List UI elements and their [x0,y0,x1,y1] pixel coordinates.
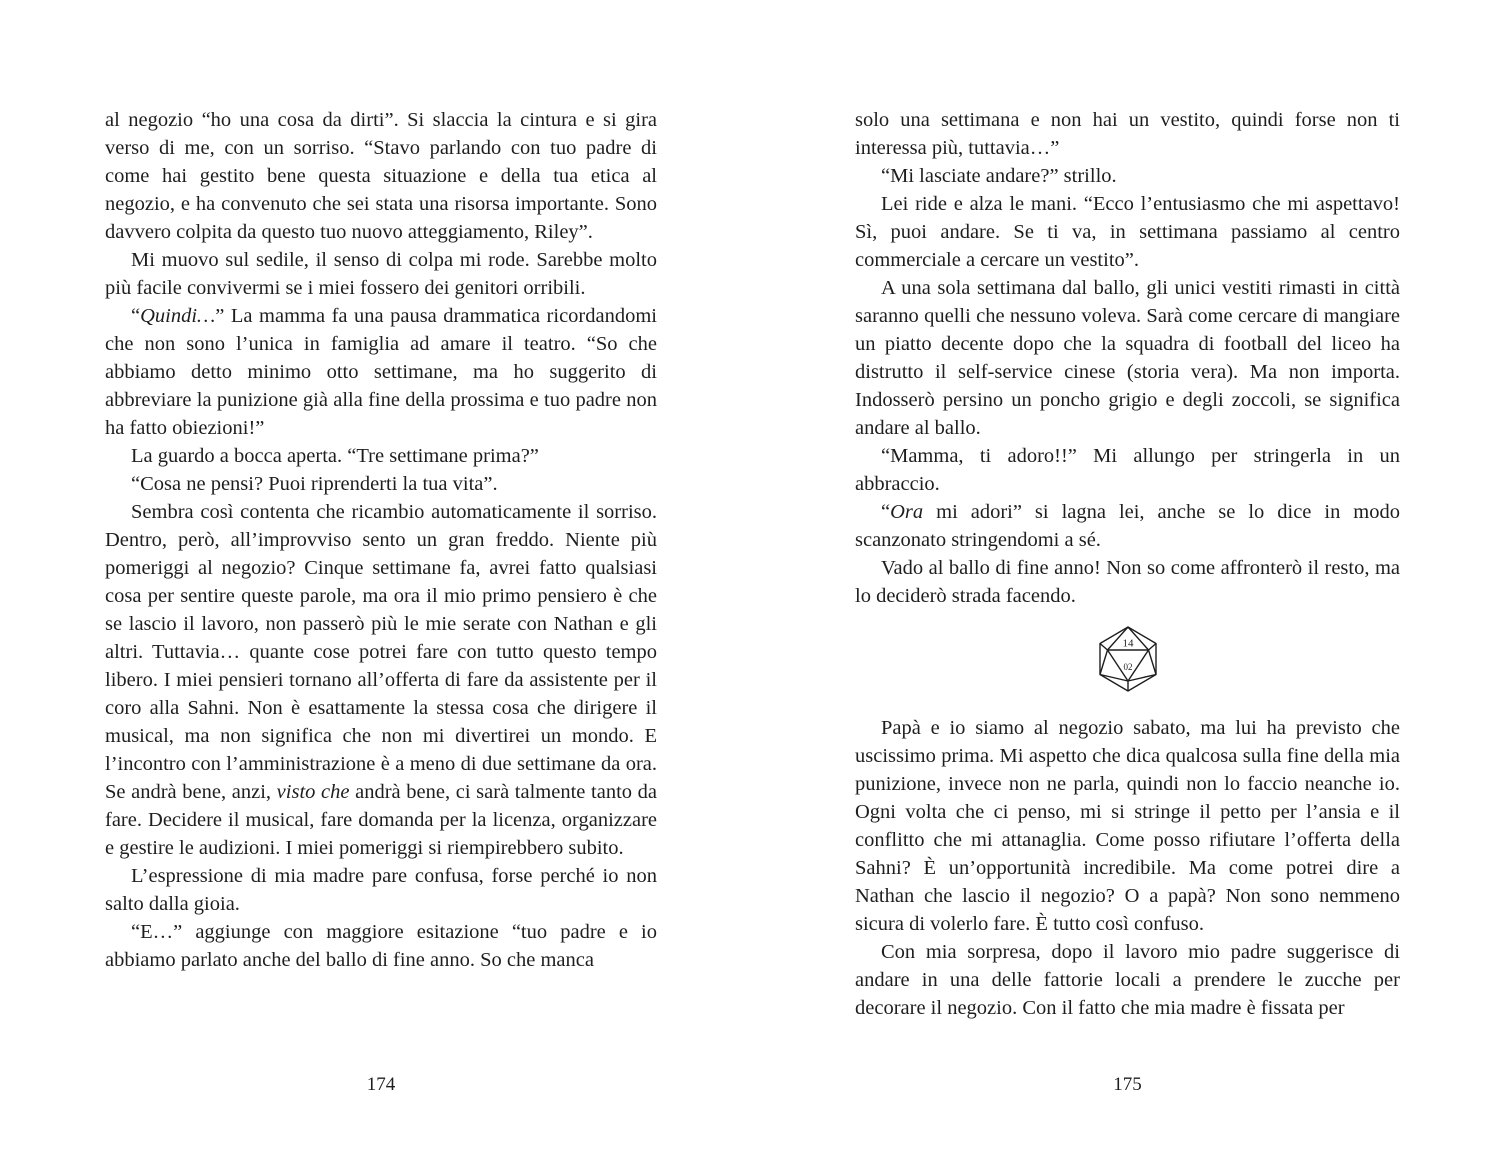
paragraph [855,498,1400,554]
text-run: solo una settimana e non hai un vestito, quindi forse non ti interessa più, tuttavia…” [855,109,1400,159]
text-run: ” La mamma fa una pausa drammatica ricordandomi che non sono l’unica in famiglia ad amare il teatro. “So che abbiamo detto minimo otto settimane, ma ho suggerito di abbreviare la punizione già alla fine della prossima e tuo padre non ha fatto obiezioni!” [105,305,657,439]
d20-dice-icon [1096,625,1160,693]
text-run: “Mi lasciate andare?” strillo. [881,165,1117,187]
paragraph [855,714,1400,938]
die-number-bottom: 02 [1123,662,1132,672]
paragraph [105,246,657,302]
text-run: Papà e io siamo al negozio sabato, ma lui ha previsto che uscissimo prima. Mi aspetto che dica qualcosa sulla fine della mia punizione, invece non ne parla, quindi non lo faccio neanche io. Ogni volta che ci penso, mi si stringe il petto per l’ansia e il conflitto che mi attanaglia. Come posso rifiutare l’offerta della Sahni? È un’opportunità incredibile. Ma come potrei dire a Nathan che lascio il negozio? O a papà? Non sono nemmeno sicura di volerlo fare. È tutto così confuso. [855,717,1400,935]
italic-text-run: Quindi… [140,305,216,327]
paragraph [855,554,1400,610]
text-run: Lei ride e alza le mani. “Ecco l’entusiasmo che mi aspettavo! Sì, puoi andare. Se ti va, in settimana passiamo al centro commerciale a cercare un vestito”. [855,193,1400,271]
paragraph [105,498,657,862]
text-run: Vado al ballo di fine anno! Non so come affronterò il resto, ma lo deciderò strada facendo. [855,557,1400,607]
scene-break-ornament [855,625,1400,701]
italic-text-run: visto che [276,781,350,803]
text-run: andrà bene, ci sarà talmente tanto da fare. Decidere il musical, fare domanda per la licenza, organizzare e gestire le audizioni. I miei pomeriggi si riempirebbero subito. [105,781,658,859]
page-number-right: 175 [1113,1074,1142,1095]
text-run: A una sola settimana dal ballo, gli unici vestiti rimasti in città saranno quelli che nessuno voleva. Sarà come cercare di mangiare un piatto decente dopo che la squadra di football del liceo ha distrutto il self-service cinese (storia vera). Ma non importa. Indosserò persino un poncho grigio e degli zoccoli, se significa andare al ballo. [855,277,1400,439]
text-run: “E…” aggiunge con maggiore esitazione “tuo padre e io abbiamo parlato anche del ballo di fine anno. So che manca [105,921,657,971]
text-run: al negozio “ho una cosa da dirti”. Si slaccia la cintura e si gira verso di me, con un sorriso. “Stavo parlando con tuo padre di come hai gestito bene questa situazione e della tua etica al negozio, e ha convenuto che sei stata una risorsa importante. Sono davvero colpita da questo tuo nuovo atteggiamento, Riley”. [105,109,657,243]
text-run: “ [881,501,891,523]
text-run: Con mia sorpresa, dopo il lavoro mio padre suggerisce di andare in una delle fattorie locali a prendere le zucche per decorare il negozio. Con il fatto che mia madre è fissata per [855,941,1400,1019]
paragraph [105,106,657,246]
italic-text-run: Ora [890,501,924,523]
text-run: “Mamma, ti adoro!!” Mi allungo per stringerla in un abbraccio. [855,445,1400,495]
page-right-text [855,106,1400,1022]
paragraph [105,470,657,498]
page-number-left: 174 [366,1074,396,1095]
paragraph [855,162,1400,190]
page-left-text [105,106,657,974]
text-run: Sembra così contenta che ricambio automaticamente il sorriso. Dentro, però, all’improvviso sento un gran freddo. Niente più pomeriggi al negozio? Cinque settimane fa, avrei fatto qualsiasi cosa per sentire queste parole, ma ora il mio primo pensiero è che se lascio il lavoro, non passerò più le mie serate con Nathan e gli altri. Tuttavia… quante cose potrei fare con tutto questo tempo libero. I miei pensieri tornano all’offerta di fare da assistente per il coro alla Sahni. Non è esattamente la stessa cosa che dirigere il musical, ma non significa che non mi divertirei un mondo. E l’incontro con l’amministrazione è a meno di due settimane da ora. Se andrà bene, anzi, [105,501,657,803]
paragraph [855,442,1400,498]
paragraph [105,862,657,918]
die-number-top: 14 [1122,637,1133,650]
paragraph [105,442,657,470]
paragraph [105,302,657,442]
text-run: La guardo a bocca aperta. “Tre settimane prima?” [131,445,539,467]
text-run: Mi muovo sul sedile, il senso di colpa mi rode. Sarebbe molto più facile convivermi se i miei fossero dei genitori orribili. [105,249,657,299]
paragraph [855,274,1400,442]
paragraph [855,938,1400,1022]
text-run: “ [131,305,141,327]
text-run: mi adori” si lagna lei, anche se lo dice in modo scanzonato stringendomi a sé. [855,501,1400,551]
paragraph [105,918,657,974]
paragraph [855,106,1400,162]
text-run: “Cosa ne pensi? Puoi riprenderti la tua vita”. [131,473,498,495]
paragraph [855,190,1400,274]
text-run: L’espressione di mia madre pare confusa, forse perché io non salto dalla gioia. [105,865,657,915]
